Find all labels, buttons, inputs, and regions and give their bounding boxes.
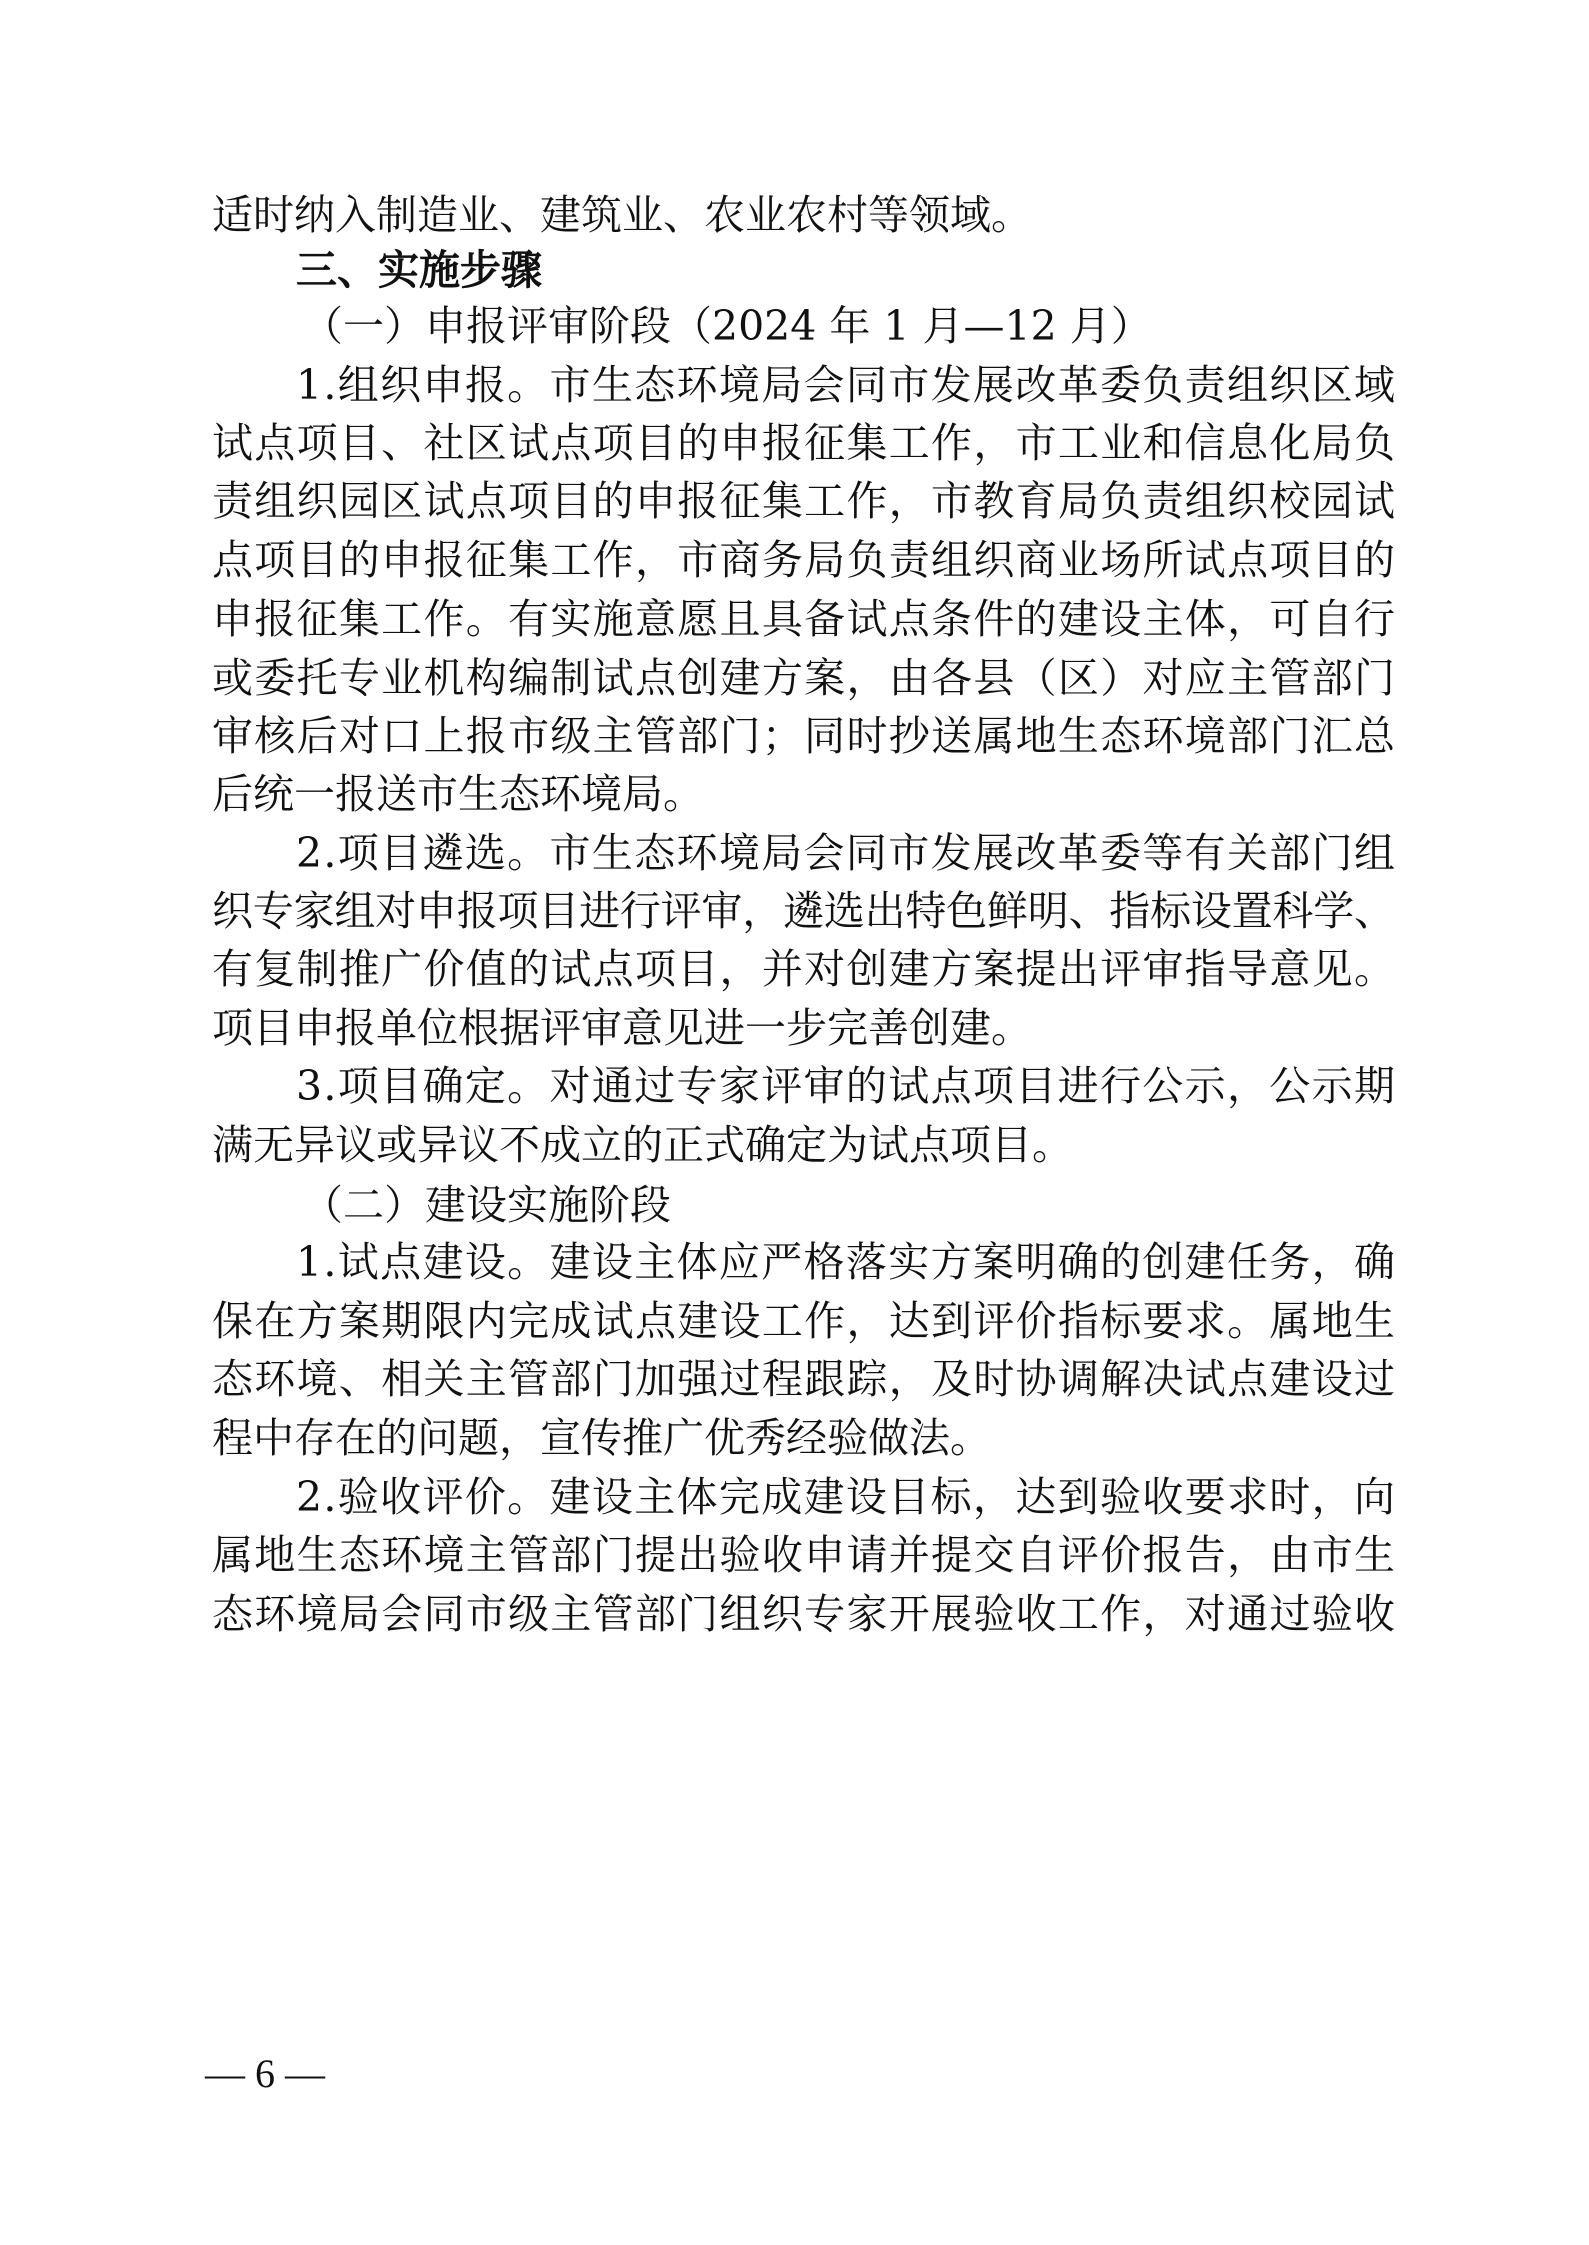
line-text: 态环境、相关主管部门加强过程跟踪，及时协调解决试点建设过 [212, 1355, 1397, 1403]
line-text: 保在方案期限内完成试点建设工作，达到评价指标要求。属地生 [212, 1297, 1397, 1345]
line-text: 试点项目、社区试点项目的申报征集工作，市工业和信息化局负 [212, 419, 1397, 467]
line-text: 适时纳入制造业、建筑业、农业农村等领域。 [212, 191, 1032, 239]
line-text: 后统一报送市生态环境局。 [212, 770, 704, 818]
line-text: 满无异议或异议不成立的正式确定为试点项目。 [212, 1121, 1073, 1169]
line-text: 2.验收评价。建设主体完成建设目标，达到验收要求时，向 [296, 1473, 1397, 1521]
line-text: 审核后对口上报市级主管部门；同时抄送属地生态环境部门汇总 [212, 712, 1397, 760]
line-text: 申报征集工作。有实施意愿且具备试点条件的建设主体，可自行 [212, 595, 1397, 643]
line-text: 态环境局会同市级主管部门组织专家开展验收工作，对通过验收 [212, 1590, 1397, 1638]
line-text: （一）申报评审阶段（2024 年 1 月—12 月） [302, 302, 1152, 350]
line-text: 责组织园区试点项目的申报征集工作，市教育局负责组织校园试 [212, 477, 1397, 525]
line-text: 3.项目确定。对通过专家评审的试点项目进行公示，公示期 [296, 1062, 1397, 1110]
line-text: 织专家组对申报项目进行评审，遴选出特色鲜明、指标设置科学、 [212, 887, 1395, 935]
line-text: 2.项目遴选。市生态环境局会同市发展改革委等有关部门组 [296, 829, 1397, 877]
line-text: （二）建设实施阶段 [302, 1181, 671, 1229]
line-text: 有复制推广价值的试点项目，并对创建方案提出评审指导意见。 [212, 945, 1397, 993]
line-text: 项目申报单位根据评审意见进一步完善创建。 [212, 1004, 1032, 1052]
line-text: 或委托专业机构编制试点创建方案，由各县（区）对应主管部门 [212, 654, 1397, 702]
line-text: 程中存在的问题，宣传推广优秀经验做法。 [212, 1414, 991, 1462]
line-text: 属地生态环境主管部门提出验收申请并提交自评价报告，由市生 [212, 1531, 1397, 1579]
line-text: 点项目的申报征集工作，市商务局负责组织商业场所试点项目的 [212, 536, 1397, 584]
line-text: 三、实施步骤 [296, 246, 542, 294]
line-text: 1.试点建设。建设主体应严格落实方案明确的创建任务，确 [296, 1238, 1397, 1286]
line-text: 1.组织申报。市生态环境局会同市发展改革委负责组织区域 [296, 361, 1397, 409]
page-number: — 6 — [205, 2051, 325, 2096]
